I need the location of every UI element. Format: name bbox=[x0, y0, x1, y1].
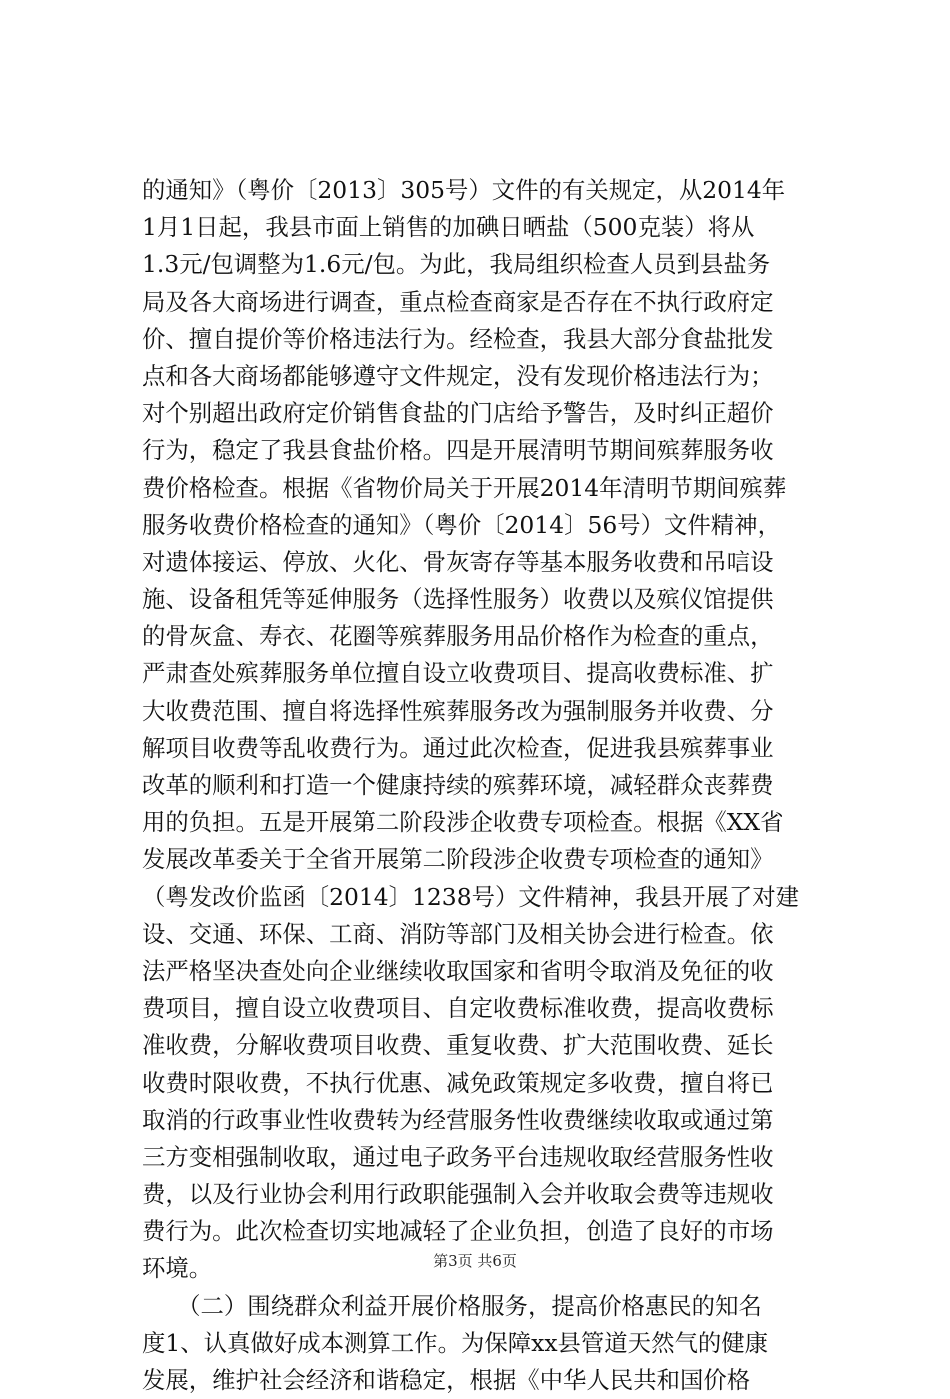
text-line: 三方变相强制收取，通过电子政务平台违规收取经营服务性收 bbox=[142, 1142, 774, 1171]
text-line: 价、擅自提价等价格违法行为。经检查，我县大部分食盐批发 bbox=[142, 324, 774, 353]
text-line: 局及各大商场进行调查，重点检查商家是否存在不执行政府定 bbox=[142, 287, 774, 316]
text-line: 的通知》（粤价〔2013〕305号）文件的有关规定，从2014年 bbox=[142, 176, 786, 204]
text-line: 费，以及行业协会利用行政职能强制入会并收取会费等违规收 bbox=[142, 1180, 774, 1209]
text-line: （粤发改价监函〔2014〕1238号）文件精神，我县开展了对建 bbox=[142, 882, 800, 911]
text-line: 费价格检查。根据《省物价局关于开展2014年清明节期间殡葬 bbox=[142, 473, 787, 502]
text-line: 费行为。此次检查切实地减轻了企业负担，创造了良好的市场 bbox=[142, 1217, 774, 1246]
text-line: 的骨灰盒、寿衣、花圈等殡葬服务用品价格作为检查的重点， bbox=[142, 622, 774, 651]
text-line: 服务收费价格检查的通知》（粤价〔2014〕56号）文件精神， bbox=[142, 510, 781, 539]
text-line: （二）围绕群众利益开展价格服务，提高价格惠民的知名 bbox=[142, 1291, 762, 1320]
text-line: 费项目，擅自设立收费项目、自定收费标准收费，提高收费标 bbox=[142, 994, 774, 1023]
text-line: 点和各大商场都能够遵守文件规定，没有发现价格违法行为； bbox=[142, 361, 774, 390]
text-line: 发展改革委关于全省开展第二阶段涉企收费专项检查的通知》 bbox=[142, 845, 774, 874]
body-text bbox=[142, 172, 842, 1399]
text-line: 设、交通、环保、工商、消防等部门及相关协会进行检查。依 bbox=[142, 919, 774, 948]
text-line: 改革的顺利和打造一个健康持续的殡葬环境，减轻群众丧葬费 bbox=[142, 771, 774, 799]
text-line: 对遗体接运、停放、火化、骨灰寄存等基本服务收费和吊唁设 bbox=[142, 547, 774, 576]
text-line: 严肃查处殡葬服务单位擅自设立收费项目、提高收费标准、扩 bbox=[142, 659, 774, 688]
page-footer: 第3页 共6页 bbox=[433, 1252, 517, 1270]
text-line: 收费时限收费，不执行优惠、减免政策规定多收费，擅自将已 bbox=[142, 1068, 774, 1097]
text-line: 1月1日起，我县市面上销售的加碘日晒盐（500克装）将从 bbox=[142, 213, 755, 242]
text-line: 取消的行政事业性收费转为经营服务性收费继续收取或通过第 bbox=[142, 1105, 774, 1134]
text-line: 发展，维护社会经济和谐稳定，根据《中华人民共和国价格 bbox=[142, 1366, 751, 1394]
text-line: 1.3元/包调整为1.6元/包。为此，我局组织检查人员到县盐务 bbox=[142, 250, 771, 279]
text-line: 大收费范围、擅自将选择性殡葬服务改为强制服务并收费、分 bbox=[142, 696, 774, 725]
text-line: 解项目收费等乱收费行为。通过此次检查，促进我县殡葬事业 bbox=[142, 733, 774, 762]
text-line: 对个别超出政府定价销售食盐的门店给予警告，及时纠正超价 bbox=[142, 399, 774, 428]
text-line: 度1、认真做好成本测算工作。为保障xx县管道天然气的健康 bbox=[142, 1328, 769, 1357]
text-line: 行为，稳定了我县食盐价格。四是开展清明节期间殡葬服务收 bbox=[142, 436, 774, 465]
text-line: 环境。 bbox=[142, 1254, 213, 1283]
text-line: 用的负担。五是开展第二阶段涉企收费专项检查。根据《XX省 bbox=[142, 808, 784, 837]
text-line: 准收费，分解收费项目收费、重复收费、扩大范围收费、延长 bbox=[142, 1031, 774, 1060]
text-line: 施、设备租凭等延伸服务（选择性服务）收费以及殡仪馆提供 bbox=[142, 585, 774, 614]
text-line: 法严格坚决查处向企业继续收取国家和省明令取消及免征的收 bbox=[142, 956, 774, 985]
